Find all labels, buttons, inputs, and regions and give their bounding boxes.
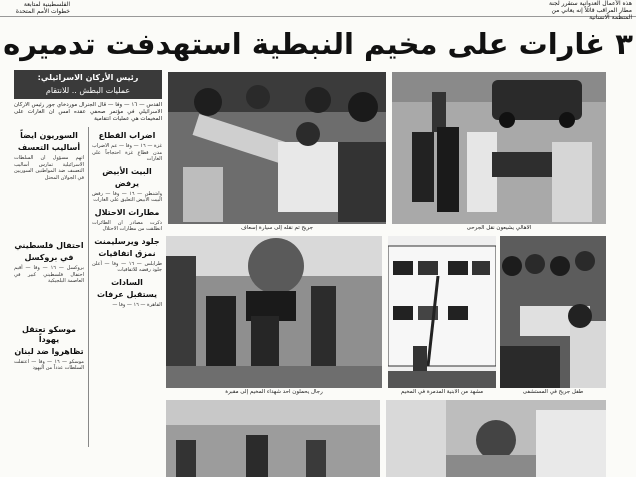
sidebar-title: رئيس الأركان الاسرائيلي:	[14, 70, 162, 85]
article-heading: احتفال فلسطيني	[14, 241, 84, 250]
article-subheading: يرفض	[114, 178, 140, 188]
article-heading: السوريون ايضاً	[20, 131, 78, 140]
photo-caption: طفل جريح في المستشفى	[522, 389, 584, 395]
photo-carrying-image	[392, 72, 606, 224]
photo-injured-child-image	[386, 400, 606, 477]
photo-building	[388, 236, 496, 388]
photo-caption: رجال يحملون أحد شهداء المخيم إلى مقبرة	[225, 389, 323, 395]
photo-injured-child	[386, 400, 606, 477]
top-strip	[0, 0, 636, 21]
photo-caption: جريح تم نقله إلى سيارة إسعاف	[241, 225, 313, 231]
sidebar-intro: القدس — ١٦ — وفا — قال الجنرال موردخاي جور رئيس الاركان الاسرائيلي في مؤتمر صحفي عقده امس ان الغارات على المخيمات هي عمليات انتقامية	[14, 102, 162, 122]
photo-hospital-crowd-image	[500, 236, 606, 388]
article-subheading: أساليب التعسف	[17, 143, 81, 152]
top-right-snippet: هذه الأعمال العدوانية ستقرر لجنة مطار المراقب قائلاً إنه يعاني من المنظمة الانسانية	[548, 0, 632, 21]
article-subheading: في بروكسل	[24, 253, 74, 262]
photo-caption: الأهالي يشيعون نقل الجرحى	[466, 225, 532, 231]
sidebar-column	[14, 70, 162, 477]
article-heading: مطارات الاحتلال	[94, 207, 160, 217]
article-text: غزة — ١٦ — وفا — عم الاضراب مدن قطاع غزة احتجاجاً على الغارات	[92, 143, 162, 162]
photo-carrying	[392, 72, 606, 224]
photo-stretcher-image	[168, 72, 386, 224]
article-subheading: يستقبل عرفات	[96, 289, 158, 299]
column-divider	[88, 127, 89, 447]
photo-stretcher	[168, 72, 386, 224]
article-text: اتهم مسؤول ان السلطات الاسرائيلية تمارس أساليب التعسف ضد المواطنين السوريين في الجولان المحتل	[14, 155, 84, 181]
article-heading: جلود ويرسليمنت	[94, 236, 160, 246]
top-left-snippet: الفلسطينية لمتابعة خطوات الأمم المتحدة	[15, 1, 70, 15]
article-subheading: تظاهروا ضد لبنان	[14, 346, 84, 356]
sidebar-left-column	[14, 127, 84, 372]
article-text: واشنطن — ١٦ — وفا — رفض البيت الأبيض التعليق على الغارات	[92, 190, 162, 203]
article-text: بروكسل — ١٦ — وفا — أقيم احتفال فلسطيني كبير في العاصمة البلجيكية	[14, 265, 84, 284]
article-text: موسكو — ١٦ — وفا — اعتقلت السلطات عدداً من اليهود	[14, 358, 84, 371]
article-text: ذكرت مصادر ان الطائرات انطلقت من مطارات الاحتلال	[92, 219, 162, 232]
main-headline: ٣ غارات على مخيم النبطية استهدفت تدميره	[3, 27, 633, 61]
article-heading: اضراب القطاع	[98, 131, 156, 140]
photo-debris-image	[166, 400, 380, 477]
sidebar-right-column	[92, 127, 162, 308]
article-text: القاهرة — ١٦ — وفا —	[112, 301, 162, 308]
photo-building-image	[388, 236, 496, 388]
photo-hospital-crowd	[500, 236, 606, 388]
photo-caption: مشهد من الأبنية المدمرة في المخيم	[400, 389, 484, 395]
article-heading: السادات	[111, 277, 143, 287]
article-text: طرابلس — ١٦ — وفا — أعلن جلود رفضه للاتفاقيات	[92, 260, 162, 273]
article-heading: البيت الأبيض	[102, 166, 152, 176]
photo-debris	[166, 400, 380, 477]
sidebar-subtitle: عمليات البطش .. للانتقام	[14, 85, 162, 99]
photo-burial	[166, 236, 382, 388]
article-heading: موسكو تعتقل يهوداً	[22, 324, 76, 344]
sidebar-columns	[14, 127, 162, 447]
article-subheading: نمزق اتفاقيات	[98, 248, 156, 258]
photo-burial-image	[166, 236, 382, 388]
